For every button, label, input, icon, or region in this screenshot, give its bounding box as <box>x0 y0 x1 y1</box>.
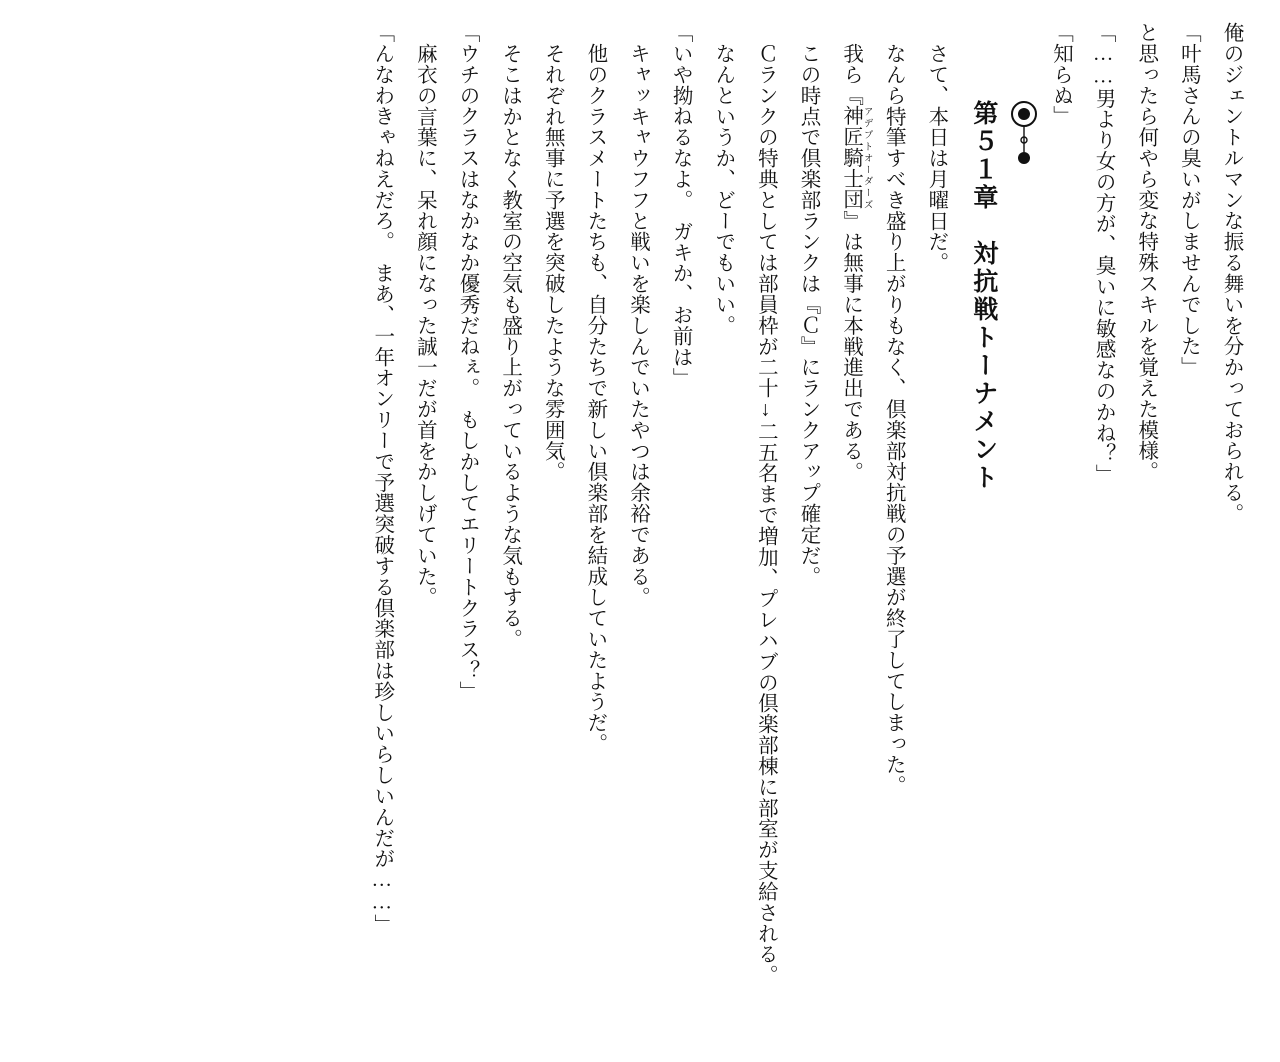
ruby-furigana: アデプトオーダーズ <box>861 105 872 210</box>
vertical-text-body <box>28 22 1252 1042</box>
paragraph-with-ruby <box>829 22 872 1042</box>
paragraph: 「……男より女の方が、臭いに敏感なのかね？」 <box>1092 22 1115 486</box>
chapter-title: 第５１章 対抗戦トーナメント <box>969 100 997 492</box>
ruby-pre-text: 我ら『 <box>839 42 862 106</box>
paragraph: それぞれ無事に予選を突破したような雰囲気。 <box>541 42 564 482</box>
paragraph: 「知らぬ」 <box>1049 22 1072 127</box>
paragraph: そこはかとなく教室の空気も盛り上がっているような気もする。 <box>498 42 521 649</box>
paragraph: 「んなわきゃねえだろ。 まあ、一年オンリーで予選突破する倶楽部は珍しいらしいんだが……」 <box>370 22 393 935</box>
paragraph: キャッキャウフフと戦いを楽しんでいたやつは余裕である。 <box>626 42 649 608</box>
chapter-heading <box>957 22 1039 1042</box>
paragraph: 「叶馬さんの臭いがしませんでした」 <box>1177 22 1200 378</box>
paragraph: と思ったら何やら変な特殊スキルを覚えた模様。 <box>1134 22 1157 483</box>
ruby-post-text: 』は無事に本戦進出である。 <box>839 209 862 482</box>
paragraph: さて、本日は月曜日だ。 <box>924 42 947 273</box>
ruby-base: 神匠騎士団 <box>839 105 862 210</box>
paragraph: 俺のジェントルマンな振る舞いを分かっておられる。 <box>1220 22 1242 524</box>
paragraph: この時点で倶楽部ランクは『Ｃ』にランクアップ確定だ。 <box>797 42 819 587</box>
paragraph: Ｃランクの特典としては部員枠が二十↓二五名まで増加、プレハブの倶楽部棟に部室が支給される。 <box>754 42 777 985</box>
bullseye-drop-ornament-icon <box>1009 100 1039 1034</box>
paragraph: 麻衣の言葉に、呆れ顔になった誠一だが首をかしげていた。 <box>413 42 436 608</box>
paragraph: なんら特筆すべき盛り上がりもなく、倶楽部対抗戦の予選が終了してしまった。 <box>882 42 905 796</box>
paragraph: 「ウチのクラスはなかなか優秀だねぇ。 もしかしてエリートクラス？」 <box>456 22 478 702</box>
paragraph: 他のクラスメートたちも、自分たちで新しい倶楽部を結成していたようだ。 <box>583 42 606 754</box>
paragraph: なんというか、どーでもいい。 <box>711 42 734 336</box>
paragraph: 「いや拗ねるなよ。 ガキか、お前は」 <box>669 22 692 389</box>
ruby-term <box>839 105 872 210</box>
